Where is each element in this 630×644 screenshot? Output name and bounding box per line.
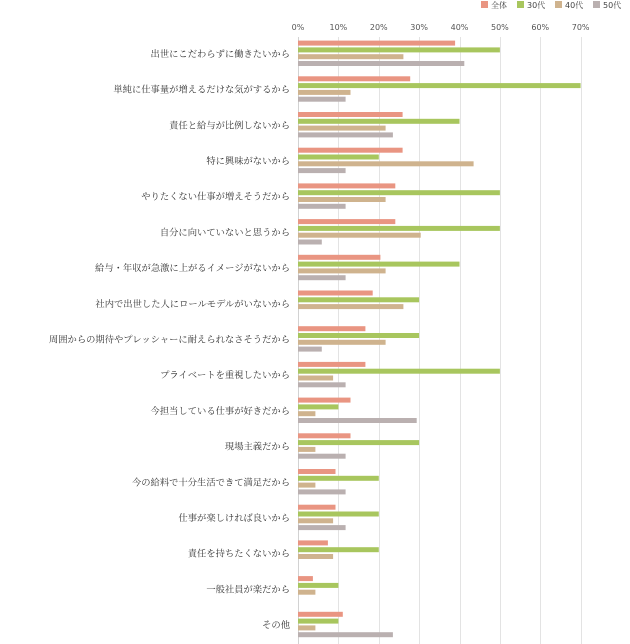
legend-item-40s bbox=[555, 0, 583, 10]
bar-40s-item-12 bbox=[298, 447, 315, 452]
bar-50s-item-5 bbox=[298, 204, 346, 209]
legend-item-30s bbox=[517, 0, 545, 10]
bar-all-item-1 bbox=[298, 41, 455, 46]
bar-40s-item-16 bbox=[298, 590, 315, 595]
legend-label-50s: 50代 bbox=[603, 1, 622, 10]
bar-all-item-14 bbox=[298, 505, 336, 510]
category-label-10: プライベートを重視したいから bbox=[160, 370, 290, 382]
legend-label-all: 全体 bbox=[491, 1, 507, 10]
bar-50s-item-13 bbox=[298, 489, 346, 494]
bar-40s-item-4 bbox=[298, 161, 474, 166]
bar-all-item-10 bbox=[298, 362, 365, 367]
category-label-5: やりたくない仕事が増えそうだから bbox=[141, 191, 290, 203]
bar-40s-item-9 bbox=[298, 340, 386, 345]
category-label-6: 自分に向いていないと思うから bbox=[159, 227, 290, 239]
bar-all-item-17 bbox=[298, 612, 343, 617]
bar-all-item-6 bbox=[298, 219, 395, 224]
category-label-1: 出世にこだわらずに働きたいから bbox=[150, 48, 290, 60]
bar-40s-item-3 bbox=[298, 126, 386, 131]
bar-all-item-13 bbox=[298, 469, 336, 474]
bar-all-item-7 bbox=[298, 255, 380, 260]
bar-40s-item-10 bbox=[298, 376, 333, 381]
bar-30s-item-8 bbox=[298, 297, 419, 302]
bar-all-item-9 bbox=[298, 326, 365, 331]
bar-40s-item-11 bbox=[298, 411, 315, 416]
bar-all-item-8 bbox=[298, 291, 373, 296]
bar-40s-item-17 bbox=[298, 625, 315, 630]
category-label-8: 社内で出世した人にロールモデルがいないから bbox=[95, 298, 290, 310]
bar-50s-item-11 bbox=[298, 418, 417, 423]
bar-30s-item-11 bbox=[298, 404, 338, 409]
bar-50s-item-14 bbox=[298, 525, 346, 530]
legend-swatch-30s bbox=[517, 1, 524, 8]
category-label-13: 今の給料で十分生活できて満足だから bbox=[131, 477, 290, 489]
category-label-7: 給与・年収が急激に上がるイメージがないから bbox=[95, 263, 290, 275]
category-label-14: 仕事が楽しければ良いから bbox=[178, 513, 290, 524]
bar-40s-item-6 bbox=[298, 233, 421, 238]
bar-all-item-2 bbox=[298, 76, 410, 81]
legend-swatch-all bbox=[481, 1, 488, 8]
bar-50s-item-7 bbox=[298, 275, 346, 280]
bar-all-item-3 bbox=[298, 112, 403, 117]
bar-40s-item-7 bbox=[298, 268, 386, 273]
legend-swatch-40s bbox=[555, 1, 562, 8]
bar-50s-item-1 bbox=[298, 61, 464, 66]
bar-40s-item-2 bbox=[298, 90, 351, 95]
bar-50s-item-10 bbox=[298, 382, 346, 387]
bar-50s-item-9 bbox=[298, 347, 322, 352]
bar-30s-item-9 bbox=[298, 333, 419, 338]
tick-label-40: 40% bbox=[450, 23, 469, 32]
bar-all-item-15 bbox=[298, 540, 328, 545]
category-label-9: 周囲からの期待やプレッシャーに耐えられなさそうだから bbox=[48, 334, 290, 346]
bar-30s-item-3 bbox=[298, 119, 460, 124]
tick-label-50: 50% bbox=[490, 23, 509, 32]
bar-50s-item-2 bbox=[298, 97, 346, 102]
bar-all-item-11 bbox=[298, 398, 351, 403]
bar-30s-item-4 bbox=[298, 155, 379, 160]
bar-30s-item-1 bbox=[298, 47, 500, 52]
bar-30s-item-14 bbox=[298, 512, 379, 517]
bar-30s-item-17 bbox=[298, 619, 338, 624]
category-label-2: 単純に仕事量が増えるだけな気がするから bbox=[113, 84, 290, 96]
category-label-16: 一般社員が楽だから bbox=[206, 584, 290, 596]
bar-30s-item-5 bbox=[298, 190, 500, 195]
bar-40s-item-14 bbox=[298, 518, 333, 523]
tick-label-0: 0% bbox=[291, 23, 305, 32]
legend-label-30s: 30代 bbox=[527, 1, 546, 10]
bar-40s-item-8 bbox=[298, 304, 403, 309]
category-label-15: 責任を持ちたくないから bbox=[187, 548, 290, 560]
bar-30s-item-12 bbox=[298, 440, 419, 445]
bar-40s-item-5 bbox=[298, 197, 386, 202]
legend bbox=[481, 0, 621, 10]
bars bbox=[298, 41, 581, 638]
tick-label-60: 60% bbox=[531, 23, 550, 32]
bar-40s-item-13 bbox=[298, 483, 315, 488]
category-labels bbox=[49, 48, 290, 631]
legend-swatch-50s bbox=[593, 1, 600, 8]
bar-all-item-5 bbox=[298, 183, 395, 188]
bar-all-item-16 bbox=[298, 576, 313, 581]
bar-40s-item-1 bbox=[298, 54, 403, 59]
bar-all-item-12 bbox=[298, 433, 351, 438]
category-label-12: 現場主義だから bbox=[224, 441, 290, 453]
bar-30s-item-16 bbox=[298, 583, 338, 588]
bar-30s-item-13 bbox=[298, 476, 379, 481]
legend-label-40s: 40代 bbox=[565, 1, 584, 10]
bar-50s-item-6 bbox=[298, 240, 322, 245]
bar-30s-item-6 bbox=[298, 226, 500, 231]
bar-50s-item-12 bbox=[298, 454, 346, 459]
bar-30s-item-15 bbox=[298, 547, 379, 552]
tick-label-70: 70% bbox=[571, 23, 590, 32]
bar-50s-item-3 bbox=[298, 132, 393, 137]
tick-label-30: 30% bbox=[410, 23, 429, 32]
bar-40s-item-15 bbox=[298, 554, 333, 559]
bar-50s-item-4 bbox=[298, 168, 346, 173]
legend-item-50s bbox=[593, 0, 621, 10]
bar-30s-item-7 bbox=[298, 262, 460, 267]
legend-item-all bbox=[481, 0, 507, 10]
category-label-11: 今担当している仕事が好きだから bbox=[150, 405, 290, 417]
tick-label-10: 10% bbox=[329, 23, 348, 32]
x-axis-tick-labels bbox=[292, 23, 590, 32]
bar-30s-item-10 bbox=[298, 369, 500, 374]
bar-30s-item-2 bbox=[298, 83, 581, 88]
bar-all-item-4 bbox=[298, 148, 403, 153]
category-label-3: 責任と給与が比例しないから bbox=[169, 120, 290, 132]
category-label-17: その他 bbox=[262, 620, 290, 632]
tick-label-20: 20% bbox=[369, 23, 388, 32]
category-label-4: 特に興味がないから bbox=[206, 156, 290, 167]
bar-50s-item-17 bbox=[298, 632, 393, 637]
